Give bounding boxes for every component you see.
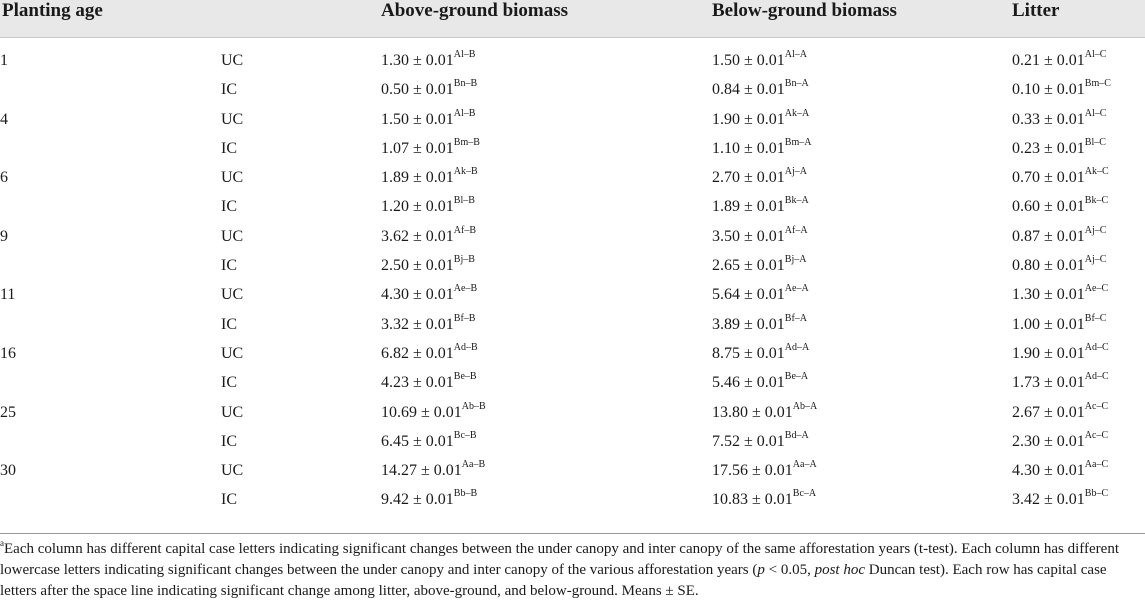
cell-canopy-position: IC xyxy=(221,139,237,157)
cell-above-ground-biomass xyxy=(381,399,712,428)
table-row xyxy=(0,135,1145,164)
table-footnote xyxy=(0,539,1140,602)
significance-letters: Aj–A xyxy=(784,166,808,178)
significance-letters: Aj–C xyxy=(1084,254,1107,266)
cell-canopy-position: UC xyxy=(221,286,244,304)
cell-planting-age: 30 xyxy=(0,462,16,480)
value: 14.27 ± 0.01 xyxy=(381,462,462,480)
cell-planting-age: 11 xyxy=(0,286,16,304)
cell-planting-age xyxy=(0,193,221,222)
table-row xyxy=(0,223,1145,252)
table-row xyxy=(0,486,1145,515)
value: 5.46 ± 0.01 xyxy=(712,374,785,392)
value: 17.56 ± 0.01 xyxy=(712,462,793,480)
value: 4.30 ± 0.01 xyxy=(381,286,454,304)
cell-above-ground-biomass xyxy=(381,106,712,135)
cell-planting-age: 6 xyxy=(0,169,8,187)
cell-below-ground-biomass xyxy=(712,223,1012,252)
value: 0.21 ± 0.01 xyxy=(1012,52,1085,69)
footnote-text-part-1: Each column has different capital case letters indicating significant changes between the under canopy and inter canopy of the same afforestation years (t-test). Each column has different lowercase letters indicating significant changes between the under canopy and inter canopy of the various afforestation years ( xyxy=(0,541,1119,578)
cell-litter xyxy=(1012,47,1145,76)
cell-litter xyxy=(1012,164,1145,193)
value: 1.30 ± 0.01 xyxy=(381,52,454,69)
cell-planting-age: 16 xyxy=(0,344,16,362)
table-row xyxy=(0,340,1145,369)
value: 6.82 ± 0.01 xyxy=(381,344,454,362)
value: 13.80 ± 0.01 xyxy=(712,403,793,421)
significance-letters: Ak–A xyxy=(784,107,810,119)
value: 1.20 ± 0.01 xyxy=(381,198,454,216)
table-row xyxy=(0,457,1145,486)
value: 2.30 ± 0.01 xyxy=(1012,432,1085,450)
value: 10.83 ± 0.01 xyxy=(712,491,793,509)
cell-litter xyxy=(1012,106,1145,135)
significance-letters: Bf–C xyxy=(1084,312,1107,324)
significance-letters: Aj–C xyxy=(1084,224,1107,236)
value: 1.90 ± 0.01 xyxy=(1012,344,1085,362)
significance-letters: Ad–B xyxy=(453,341,478,353)
table-header-row xyxy=(0,0,1145,38)
significance-letters: Bl–B xyxy=(453,195,475,207)
cell-planting-age xyxy=(0,486,221,515)
cell-litter xyxy=(1012,135,1145,164)
table-bottom-rule xyxy=(0,533,1145,534)
cell-litter xyxy=(1012,223,1145,252)
value: 1.50 ± 0.01 xyxy=(381,110,454,128)
footnote-marker: a xyxy=(0,538,4,548)
value: 0.33 ± 0.01 xyxy=(1012,110,1085,128)
cell-canopy-position: UC xyxy=(221,110,244,128)
significance-letters: Ak–B xyxy=(453,166,478,178)
cell-planting-age xyxy=(0,311,221,340)
significance-letters: Bj–A xyxy=(784,254,807,266)
cell-above-ground-biomass xyxy=(381,311,712,340)
significance-letters: Bm–A xyxy=(784,136,812,148)
value: 2.65 ± 0.01 xyxy=(712,257,785,275)
cell-litter xyxy=(1012,281,1145,310)
cell-canopy-position: IC xyxy=(221,432,237,450)
cell-below-ground-biomass xyxy=(712,47,1012,76)
cell-below-ground-biomass xyxy=(712,457,1012,486)
cell-below-ground-biomass xyxy=(712,76,1012,105)
cell-above-ground-biomass xyxy=(381,135,712,164)
cell-canopy-position: UC xyxy=(221,403,244,421)
cell-planting-age xyxy=(0,252,221,281)
value: 1.00 ± 0.01 xyxy=(1012,315,1085,333)
significance-letters: Aa–B xyxy=(461,459,486,471)
significance-letters: Ad–C xyxy=(1084,371,1109,383)
value: 1.89 ± 0.01 xyxy=(381,169,454,187)
value: 1.89 ± 0.01 xyxy=(712,198,785,216)
cell-below-ground-biomass xyxy=(712,252,1012,281)
cell-below-ground-biomass xyxy=(712,135,1012,164)
significance-letters: Aa–C xyxy=(1084,459,1109,471)
significance-letters: Bb–B xyxy=(453,488,478,500)
cell-litter xyxy=(1012,486,1145,515)
value: 6.45 ± 0.01 xyxy=(381,432,454,450)
cell-litter xyxy=(1012,252,1145,281)
significance-letters: Bm–B xyxy=(453,136,480,148)
significance-letters: Ac–C xyxy=(1084,429,1109,441)
significance-letters: Ae–B xyxy=(453,283,478,295)
table-row xyxy=(0,369,1145,398)
cell-above-ground-biomass xyxy=(381,369,712,398)
value: 3.62 ± 0.01 xyxy=(381,227,454,245)
value: 0.23 ± 0.01 xyxy=(1012,139,1085,157)
cell-canopy-position: IC xyxy=(221,315,237,333)
significance-letters: Bd–A xyxy=(784,429,809,441)
cell-planting-age xyxy=(0,369,221,398)
significance-letters: Al–C xyxy=(1084,107,1107,119)
cell-litter xyxy=(1012,340,1145,369)
significance-letters: Al–A xyxy=(784,49,808,60)
cell-planting-age xyxy=(0,428,221,457)
cell-above-ground-biomass xyxy=(381,76,712,105)
table-row xyxy=(0,106,1145,135)
cell-litter xyxy=(1012,369,1145,398)
cell-below-ground-biomass xyxy=(712,164,1012,193)
significance-letters: Al–C xyxy=(1084,49,1107,60)
cell-planting-age: 1 xyxy=(0,52,8,69)
table-row xyxy=(0,311,1145,340)
significance-letters: Bl–C xyxy=(1084,136,1106,148)
value: 1.90 ± 0.01 xyxy=(712,110,785,128)
cell-below-ground-biomass xyxy=(712,428,1012,457)
cell-litter xyxy=(1012,457,1145,486)
value: 1.07 ± 0.01 xyxy=(381,139,454,157)
significance-letters: Ab–A xyxy=(792,400,818,412)
table-row xyxy=(0,47,1145,76)
value: 0.70 ± 0.01 xyxy=(1012,169,1085,187)
significance-letters: Ab–B xyxy=(461,400,486,412)
value: 3.50 ± 0.01 xyxy=(712,227,785,245)
significance-letters: Bf–A xyxy=(784,312,808,324)
value: 0.60 ± 0.01 xyxy=(1012,198,1085,216)
biomass-table xyxy=(0,47,1145,516)
table-row xyxy=(0,252,1145,281)
table-row xyxy=(0,281,1145,310)
cell-canopy-position: UC xyxy=(221,227,244,245)
value: 0.84 ± 0.01 xyxy=(712,81,785,99)
significance-letters: Be–B xyxy=(453,371,477,383)
table-row xyxy=(0,76,1145,105)
cell-below-ground-biomass xyxy=(712,106,1012,135)
cell-litter xyxy=(1012,193,1145,222)
cell-above-ground-biomass xyxy=(381,193,712,222)
value: 1.73 ± 0.01 xyxy=(1012,374,1085,392)
footnote-text-part-2: < 0.05, xyxy=(764,562,815,578)
cell-below-ground-biomass xyxy=(712,486,1012,515)
cell-above-ground-biomass xyxy=(381,223,712,252)
significance-letters: Bn–A xyxy=(784,78,809,90)
column-header-planting-age: Planting age xyxy=(2,0,103,21)
significance-letters: Be–A xyxy=(784,371,809,383)
value: 8.75 ± 0.01 xyxy=(712,344,785,362)
cell-canopy-position: UC xyxy=(221,52,244,69)
significance-letters: Ac–C xyxy=(1084,400,1109,412)
cell-below-ground-biomass xyxy=(712,281,1012,310)
cell-canopy-position: IC xyxy=(221,374,237,392)
cell-litter xyxy=(1012,399,1145,428)
significance-letters: Al–B xyxy=(453,49,476,60)
value: 2.50 ± 0.01 xyxy=(381,257,454,275)
table-row xyxy=(0,399,1145,428)
value: 9.42 ± 0.01 xyxy=(381,491,454,509)
significance-letters: Ae–A xyxy=(784,283,809,295)
footnote-p-value-symbol: p xyxy=(757,562,765,578)
cell-litter xyxy=(1012,311,1145,340)
table-row xyxy=(0,428,1145,457)
cell-below-ground-biomass xyxy=(712,311,1012,340)
table-row xyxy=(0,193,1145,222)
significance-letters: Bn–B xyxy=(453,78,478,90)
cell-planting-age xyxy=(0,76,221,105)
value: 3.89 ± 0.01 xyxy=(712,315,785,333)
cell-canopy-position: IC xyxy=(221,257,237,275)
cell-above-ground-biomass xyxy=(381,252,712,281)
value: 3.42 ± 0.01 xyxy=(1012,491,1085,509)
significance-letters: Ak–C xyxy=(1084,166,1109,178)
significance-letters: Ad–C xyxy=(1084,341,1109,353)
cell-planting-age: 25 xyxy=(0,403,16,421)
column-header-litter: Litter xyxy=(1012,0,1060,21)
significance-letters: Bc–A xyxy=(792,488,817,500)
cell-below-ground-biomass xyxy=(712,193,1012,222)
cell-canopy-position: UC xyxy=(221,462,244,480)
table-body xyxy=(0,47,1145,516)
cell-canopy-position: UC xyxy=(221,344,244,362)
significance-letters: Bf–B xyxy=(453,312,476,324)
value: 2.67 ± 0.01 xyxy=(1012,403,1085,421)
cell-litter xyxy=(1012,428,1145,457)
value: 1.30 ± 0.01 xyxy=(1012,286,1085,304)
significance-letters: Aa–A xyxy=(792,459,817,471)
significance-letters: Ad–A xyxy=(784,341,810,353)
value: 4.30 ± 0.01 xyxy=(1012,462,1085,480)
cell-planting-age: 4 xyxy=(0,110,8,128)
significance-letters: Af–A xyxy=(784,224,808,236)
cell-above-ground-biomass xyxy=(381,164,712,193)
value: 1.50 ± 0.01 xyxy=(712,52,785,69)
cell-above-ground-biomass xyxy=(381,281,712,310)
significance-letters: Af–B xyxy=(453,224,477,236)
cell-litter xyxy=(1012,76,1145,105)
significance-letters: Bk–C xyxy=(1084,195,1109,207)
footnote-post-hoc: post hoc xyxy=(814,562,865,578)
cell-above-ground-biomass xyxy=(381,428,712,457)
significance-letters: Bm–C xyxy=(1084,78,1111,90)
value: 3.32 ± 0.01 xyxy=(381,315,454,333)
significance-letters: Al–B xyxy=(453,107,476,119)
footnote-text-part-3: Duncan test). Each row has capital case letters after the space line indicating significant change among litter, above-ground, and below-ground. Means ± SE. xyxy=(0,562,1107,599)
cell-planting-age xyxy=(0,135,221,164)
value: 0.50 ± 0.01 xyxy=(381,81,454,99)
cell-below-ground-biomass xyxy=(712,399,1012,428)
value: 0.10 ± 0.01 xyxy=(1012,81,1085,99)
value: 2.70 ± 0.01 xyxy=(712,169,785,187)
column-header-below-ground-biomass: Below-ground biomass xyxy=(712,0,897,21)
cell-canopy-position: IC xyxy=(221,491,237,509)
value: 4.23 ± 0.01 xyxy=(381,374,454,392)
cell-above-ground-biomass xyxy=(381,340,712,369)
cell-canopy-position: IC xyxy=(221,198,237,216)
value: 10.69 ± 0.01 xyxy=(381,403,462,421)
value: 0.80 ± 0.01 xyxy=(1012,257,1085,275)
table-row xyxy=(0,164,1145,193)
value: 0.87 ± 0.01 xyxy=(1012,227,1085,245)
significance-letters: Bj–B xyxy=(453,254,475,266)
value: 5.64 ± 0.01 xyxy=(712,286,785,304)
cell-planting-age: 9 xyxy=(0,227,8,245)
cell-canopy-position: IC xyxy=(221,81,237,99)
value: 7.52 ± 0.01 xyxy=(712,432,785,450)
significance-letters: Ae–C xyxy=(1084,283,1109,295)
column-header-above-ground-biomass: Above-ground biomass xyxy=(381,0,569,21)
significance-letters: Bc–B xyxy=(453,429,477,441)
cell-below-ground-biomass xyxy=(712,369,1012,398)
significance-letters: Bk–A xyxy=(784,195,809,207)
value: 1.10 ± 0.01 xyxy=(712,139,785,157)
cell-above-ground-biomass xyxy=(381,47,712,76)
significance-letters: Bb–C xyxy=(1084,488,1109,500)
cell-above-ground-biomass xyxy=(381,486,712,515)
cell-below-ground-biomass xyxy=(712,340,1012,369)
cell-above-ground-biomass xyxy=(381,457,712,486)
cell-canopy-position: UC xyxy=(221,169,244,187)
